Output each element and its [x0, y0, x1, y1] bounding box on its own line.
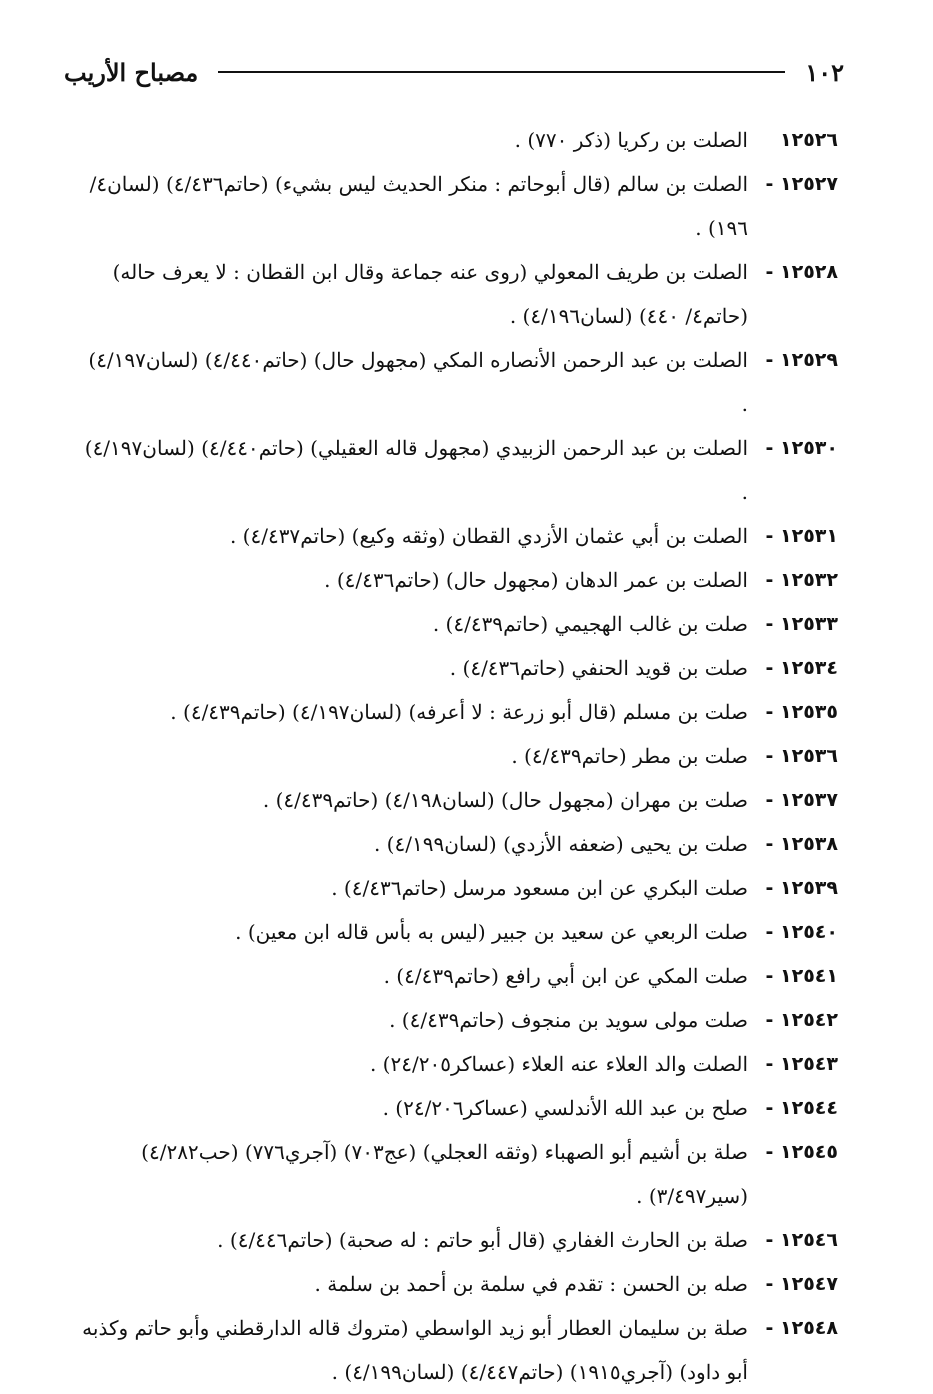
entry-number: ١٢٥٤٨ -	[765, 1317, 838, 1339]
entry-number: ١٢٥٢٦	[780, 129, 838, 151]
list-item	[78, 250, 838, 338]
list-item	[78, 558, 838, 602]
entry-text: صلة بن الحارث الغفاري (قال أبو حاتم : له صحبة) (حاتم٤/٤٤٦) .	[217, 1228, 748, 1252]
list-item	[78, 646, 838, 690]
entry-number: ١٢٥٣٤ -	[765, 657, 838, 679]
entry-number: ١٢٥٣٣ -	[765, 613, 838, 635]
page-header	[64, 52, 844, 92]
list-item	[78, 1086, 838, 1130]
entry-number: ١٢٥٢٩ -	[765, 349, 838, 371]
entry-number: ١٢٥٢٨ -	[765, 261, 838, 283]
list-item	[78, 162, 838, 250]
list-item	[78, 734, 838, 778]
list-item	[78, 998, 838, 1042]
entry-text: الصلت بن عبد الرحمن الأنصاره المكي (مجهول حال) (حاتم٤/٤٤٠) (لسان٤/١٩٧) .	[88, 348, 748, 416]
header-rule	[218, 71, 785, 73]
page-number: ١٠٢	[805, 57, 844, 87]
entry-text: الصلت والد العلاء عنه العلاء (عساكر٢٤/٢٠٥) .	[369, 1052, 748, 1076]
entry-text: صله بن الحسن : تقدم في سلمة بن أحمد بن سلمة .	[314, 1272, 748, 1296]
entry-number: ١٢٥٣١ -	[765, 525, 838, 547]
entries-list	[78, 118, 838, 1394]
list-item	[78, 426, 838, 514]
entry-text: صلت بن مهران (مجهول حال) (لسان٤/١٩٨) (حاتم٤/٤٣٩) .	[262, 788, 748, 812]
list-item	[78, 954, 838, 998]
entry-number: ١٢٥٢٧ -	[765, 173, 838, 195]
entry-number: ١٢٥٤٥ -	[765, 1141, 838, 1163]
entry-text: صلة بن سليمان العطار أبو زيد الواسطي (متروك قاله الدارقطني وأبو حاتم وكذبه أبو داود) (آجري١٩١٥) (حاتم٤/٤٤٧) (لسان٤/١٩٩) .	[82, 1316, 748, 1384]
entry-number: ١٢٥٤٠ -	[765, 921, 838, 943]
entry-text: الصلت بن ركريا (ذكر ٧٧٠) .	[514, 128, 748, 152]
list-item	[78, 1218, 838, 1262]
list-item	[78, 514, 838, 558]
entry-text: صلح بن عبد الله الأندلسي (عساكر٢٤/٢٠٦) .	[382, 1096, 748, 1120]
entry-number: ١٢٥٤٧ -	[765, 1273, 838, 1295]
entry-number: ١٢٥٣٥ -	[765, 701, 838, 723]
entry-text: صلت بن مسلم (قال أبو زرعة : لا أعرفه) (لسان٤/١٩٧) (حاتم٤/٤٣٩) .	[170, 700, 748, 724]
list-item	[78, 1262, 838, 1306]
entry-text: صلت الربعي عن سعيد بن جبير (ليس به بأس قاله ابن معين) .	[235, 920, 748, 944]
entry-number: ١٢٥٣٩ -	[765, 877, 838, 899]
list-item	[78, 690, 838, 734]
entry-text: الصلت بن سالم (قال أبوحاتم : منكر الحديث ليس بشيء) (حاتم٤/٤٣٦) (لسان٤/ ١٩٦) .	[89, 172, 748, 240]
entry-number: ١٢٥٤١ -	[765, 965, 838, 987]
entry-text: صلت بن يحيى (ضعفه الأزدي) (لسان٤/١٩٩) .	[373, 832, 748, 856]
entry-number: ١٢٥٤٢ -	[765, 1009, 838, 1031]
entry-text: صلة بن أشيم أبو الصهباء (وثقه العجلي) (عج٧٠٣) (آجري٧٧٦) (حب٤/٢٨٢) (سير٣/٤٩٧) .	[141, 1140, 748, 1208]
entry-number: ١٢٥٣٦ -	[765, 745, 838, 767]
list-item	[78, 910, 838, 954]
entry-number: ١٢٥٤٣ -	[765, 1053, 838, 1075]
entry-number: ١٢٥٣٢ -	[765, 569, 838, 591]
entry-text: الصلت بن أبي عثمان الأزدي القطان (وثقه وكيع) (حاتم٤/٤٣٧) .	[229, 524, 748, 548]
entry-number: ١٢٥٤٦ -	[765, 1229, 838, 1251]
entry-text: صلت بن غالب الهجيمي (حاتم٤/٤٣٩) .	[432, 612, 748, 636]
list-item	[78, 866, 838, 910]
entry-text: صلت مولى سويد بن منجوف (حاتم٤/٤٣٩) .	[389, 1008, 748, 1032]
book-title: مصباح الأريب	[64, 57, 199, 87]
entry-text: صلت بن مطر (حاتم٤/٤٣٩) .	[511, 744, 748, 768]
entry-text: صلت البكري عن ابن مسعود مرسل (حاتم٤/٤٣٦) .	[331, 876, 748, 900]
list-item	[78, 822, 838, 866]
entry-text: الصلت بن عبد الرحمن الزبيدي (مجهول قاله العقيلي) (حاتم٤/٤٤٠) (لسان٤/١٩٧) .	[84, 436, 748, 504]
list-item	[78, 602, 838, 646]
entry-number: ١٢٥٣٨ -	[765, 833, 838, 855]
entry-text: الصلت بن عمر الدهان (مجهول حال) (حاتم٤/٤٣٦) .	[324, 568, 748, 592]
list-item	[78, 1306, 838, 1394]
entry-number: ١٢٥٣٠ -	[765, 437, 838, 459]
entry-text: صلت بن قويد الحنفي (حاتم٤/٤٣٦) .	[449, 656, 748, 680]
list-item	[78, 118, 838, 162]
list-item	[78, 778, 838, 822]
entry-number: ١٢٥٤٤ -	[765, 1097, 838, 1119]
list-item	[78, 1042, 838, 1086]
entry-text: الصلت بن طريف المعولي (روى عنه جماعة وقال ابن القطان : لا يعرف حاله) (حاتم٤/ ٤٤٠) (لسان٤/١٩٦) .	[112, 260, 748, 328]
entry-text: صلت المكي عن ابن أبي رافع (حاتم٤/٤٣٩) .	[383, 964, 748, 988]
list-item	[78, 1130, 838, 1218]
list-item	[78, 338, 838, 426]
entry-number: ١٢٥٣٧ -	[765, 789, 838, 811]
